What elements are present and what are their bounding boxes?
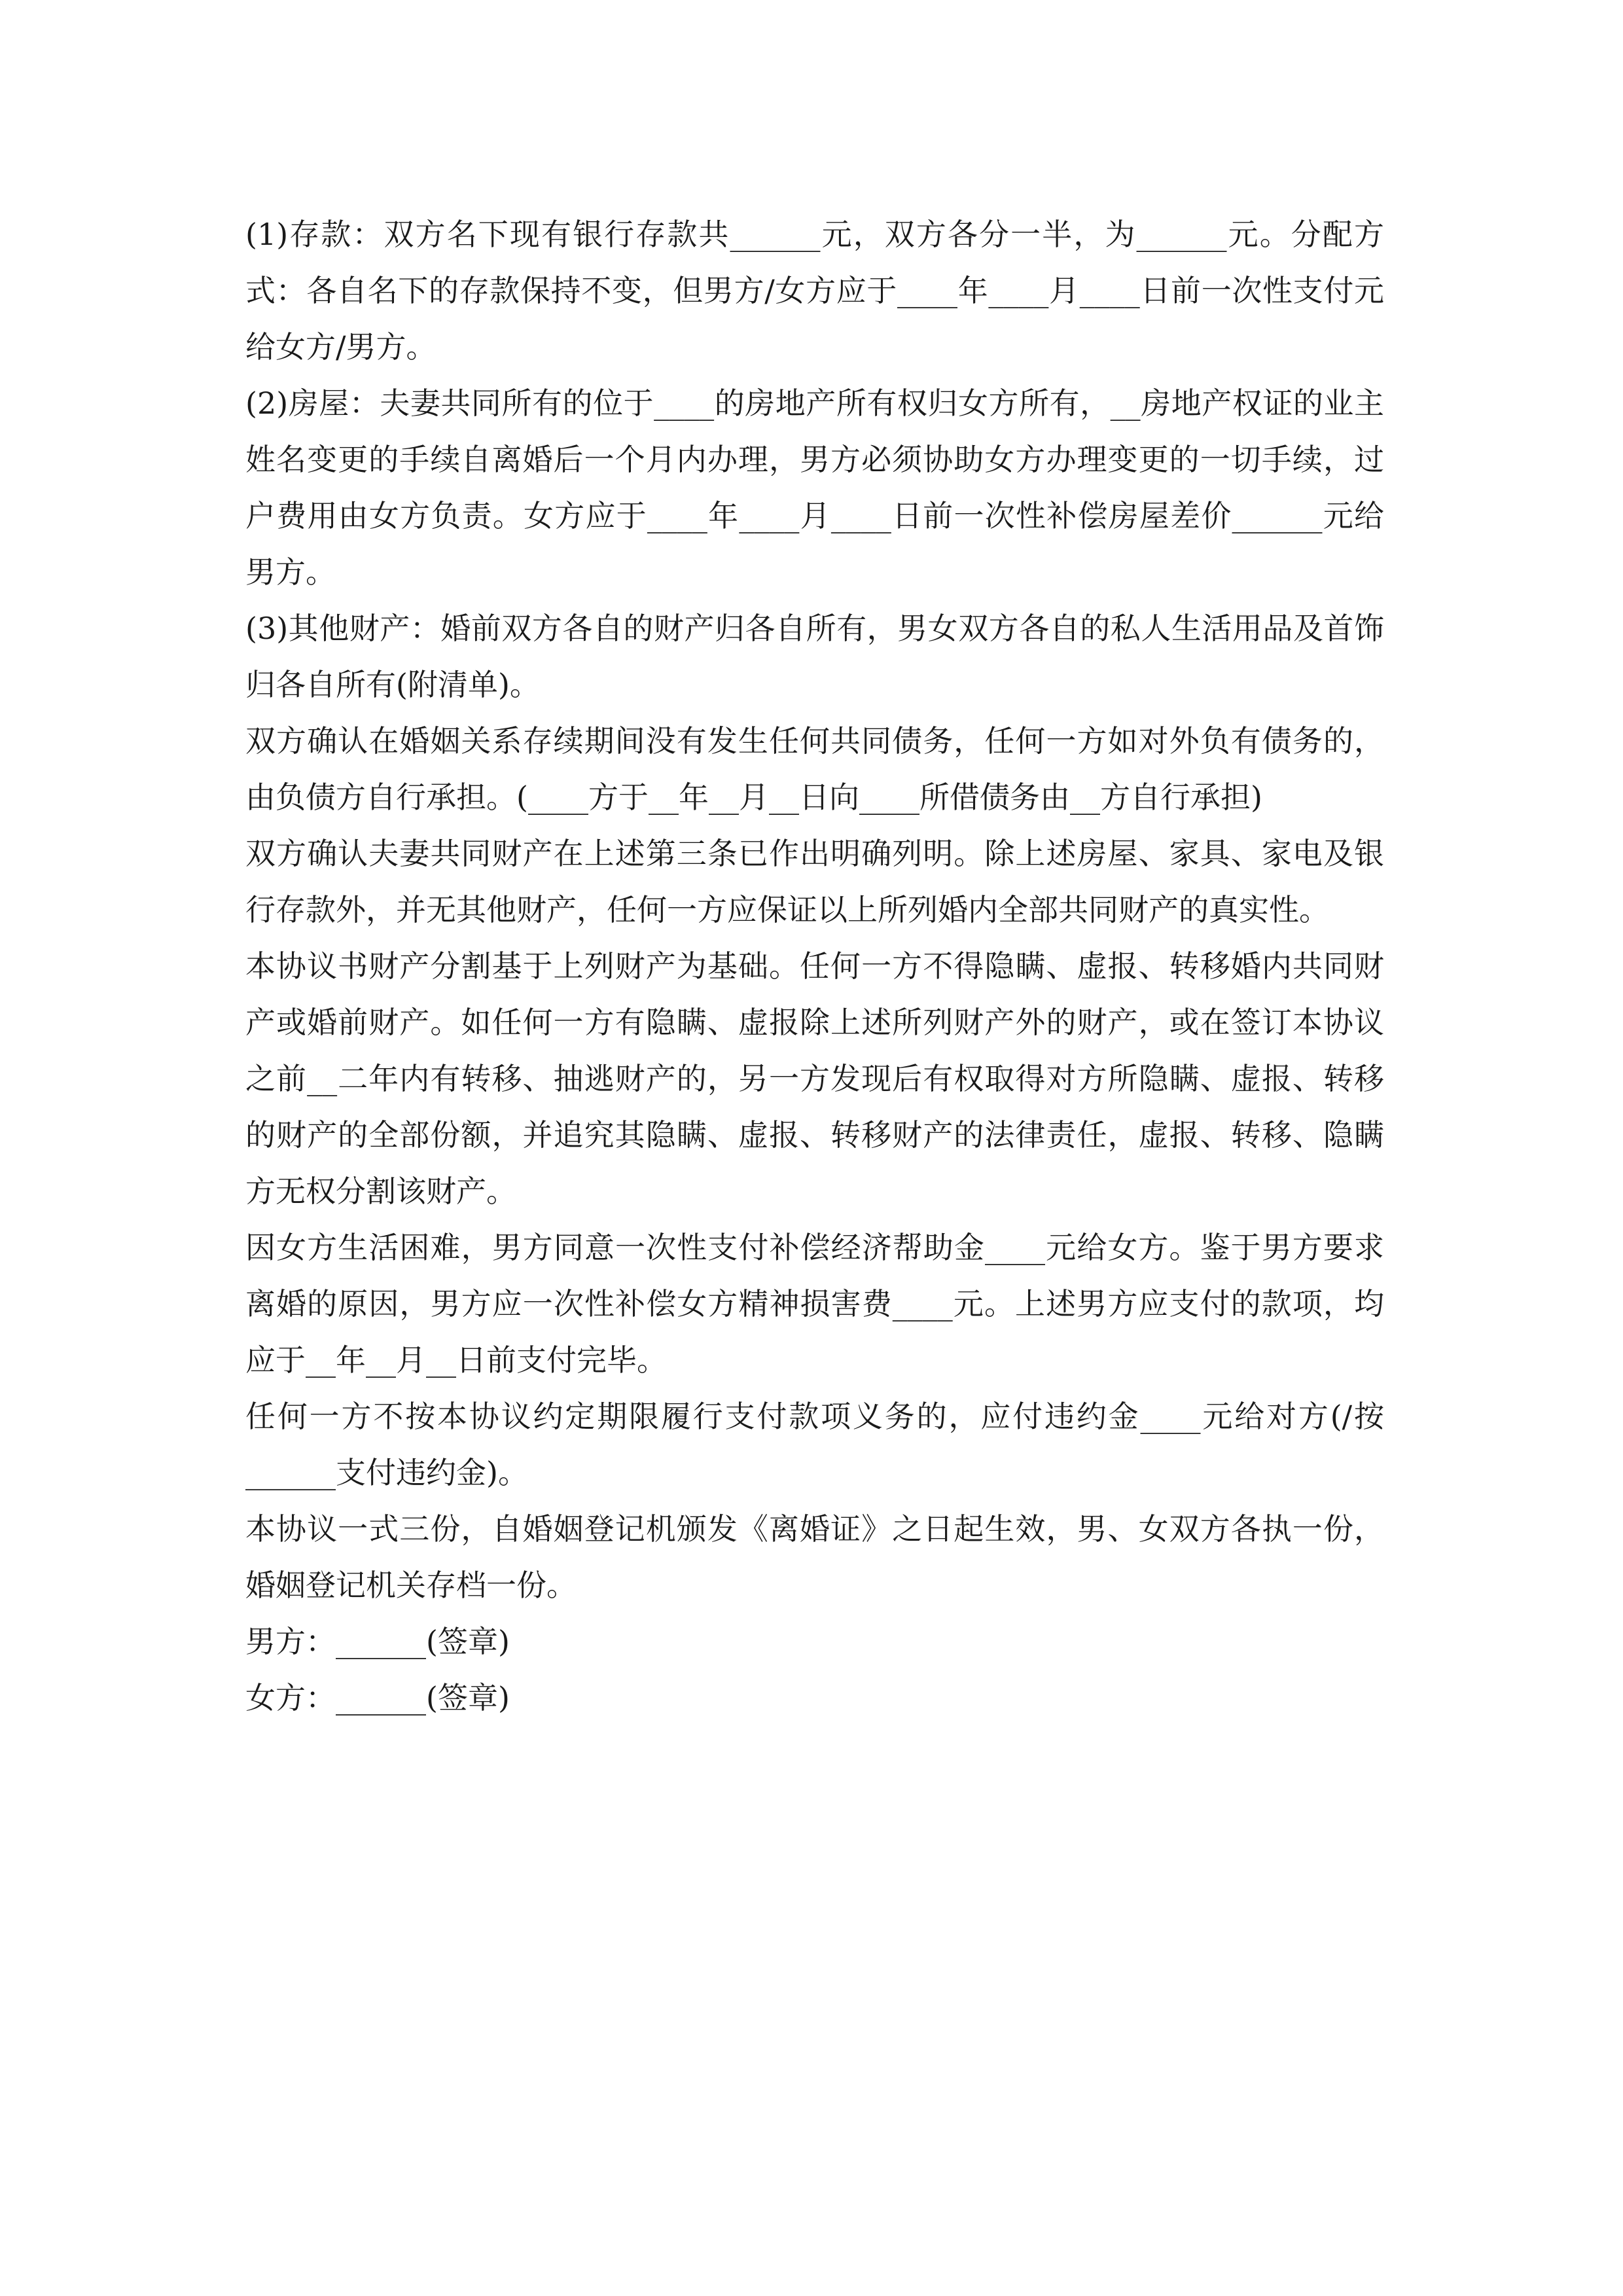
paragraph-other-property: (3)其他财产：婚前双方各自的财产归各自所有，男女双方各自的私人生活用品及首饰归各自所有(附清单)。 — [245, 611, 1384, 702]
paragraph-copies: 本协议一式三份，自婚姻登记机颁发《离婚证》之日起生效，男、女双方各执一份，婚姻登记机关存档一份。 — [245, 1511, 1384, 1603]
paragraph-house: (2)房屋：夫妻共同所有的位于____的房地产所有权归女方所有，__房地产权证的业主姓名变更的手续自离婚后一个月内办理，男方必须协助女方办理变更的一切手续，过户费用由女方负责。女方应于____年____月____日前一次性补偿房屋差价______元给男方。 — [245, 386, 1384, 590]
paragraph-penalty: 任何一方不按本协议约定期限履行支付款项义务的，应付违约金____元给对方(/按______支付违约金)。 — [245, 1399, 1384, 1490]
paragraph-deposit: (1)存款：双方名下现有银行存款共______元，双方各分一半，为______元。分配方式：各自名下的存款保持不变，但男方/女方应于____年____月____日前一次性支付元给女方/男方。 — [245, 217, 1384, 365]
paragraph-property-confirmation: 双方确认夫妻共同财产在上述第三条已作出明确列明。除上述房屋、家具、家电及银行存款外，并无其他财产，任何一方应保证以上所列婚内全部共同财产的真实性。 — [245, 836, 1384, 927]
signature-male: 男方：______(签章) — [245, 1624, 510, 1659]
signature-female: 女方：______(签章) — [245, 1680, 510, 1715]
paragraph-division-basis: 本协议书财产分割基于上列财产为基础。任何一方不得隐瞒、虚报、转移婚内共同财产或婚前财产。如任何一方有隐瞒、虚报除上述所列财产外的财产，或在签订本协议之前__二年内有转移、抽逃财产的，另一方发现后有权取得对方所隐瞒、虚报、转移的财产的全部份额，并追究其隐瞒、虚报、转移财产的法律责任，虚报、转移、隐瞒方无权分割该财产。 — [245, 948, 1384, 1209]
document-body — [245, 206, 1384, 1726]
paragraph-compensation: 因女方生活困难，男方同意一次性支付补偿经济帮助金____元给女方。鉴于男方要求离婚的原因，男方应一次性补偿女方精神损害费____元。上述男方应支付的款项，均应于__年__月__日前支付完毕。 — [245, 1230, 1384, 1378]
paragraph-debt: 双方确认在婚姻关系存续期间没有发生任何共同债务，任何一方如对外负有债务的，由负债方自行承担。(____方于__年__月__日向____所借债务由__方自行承担) — [245, 723, 1384, 815]
